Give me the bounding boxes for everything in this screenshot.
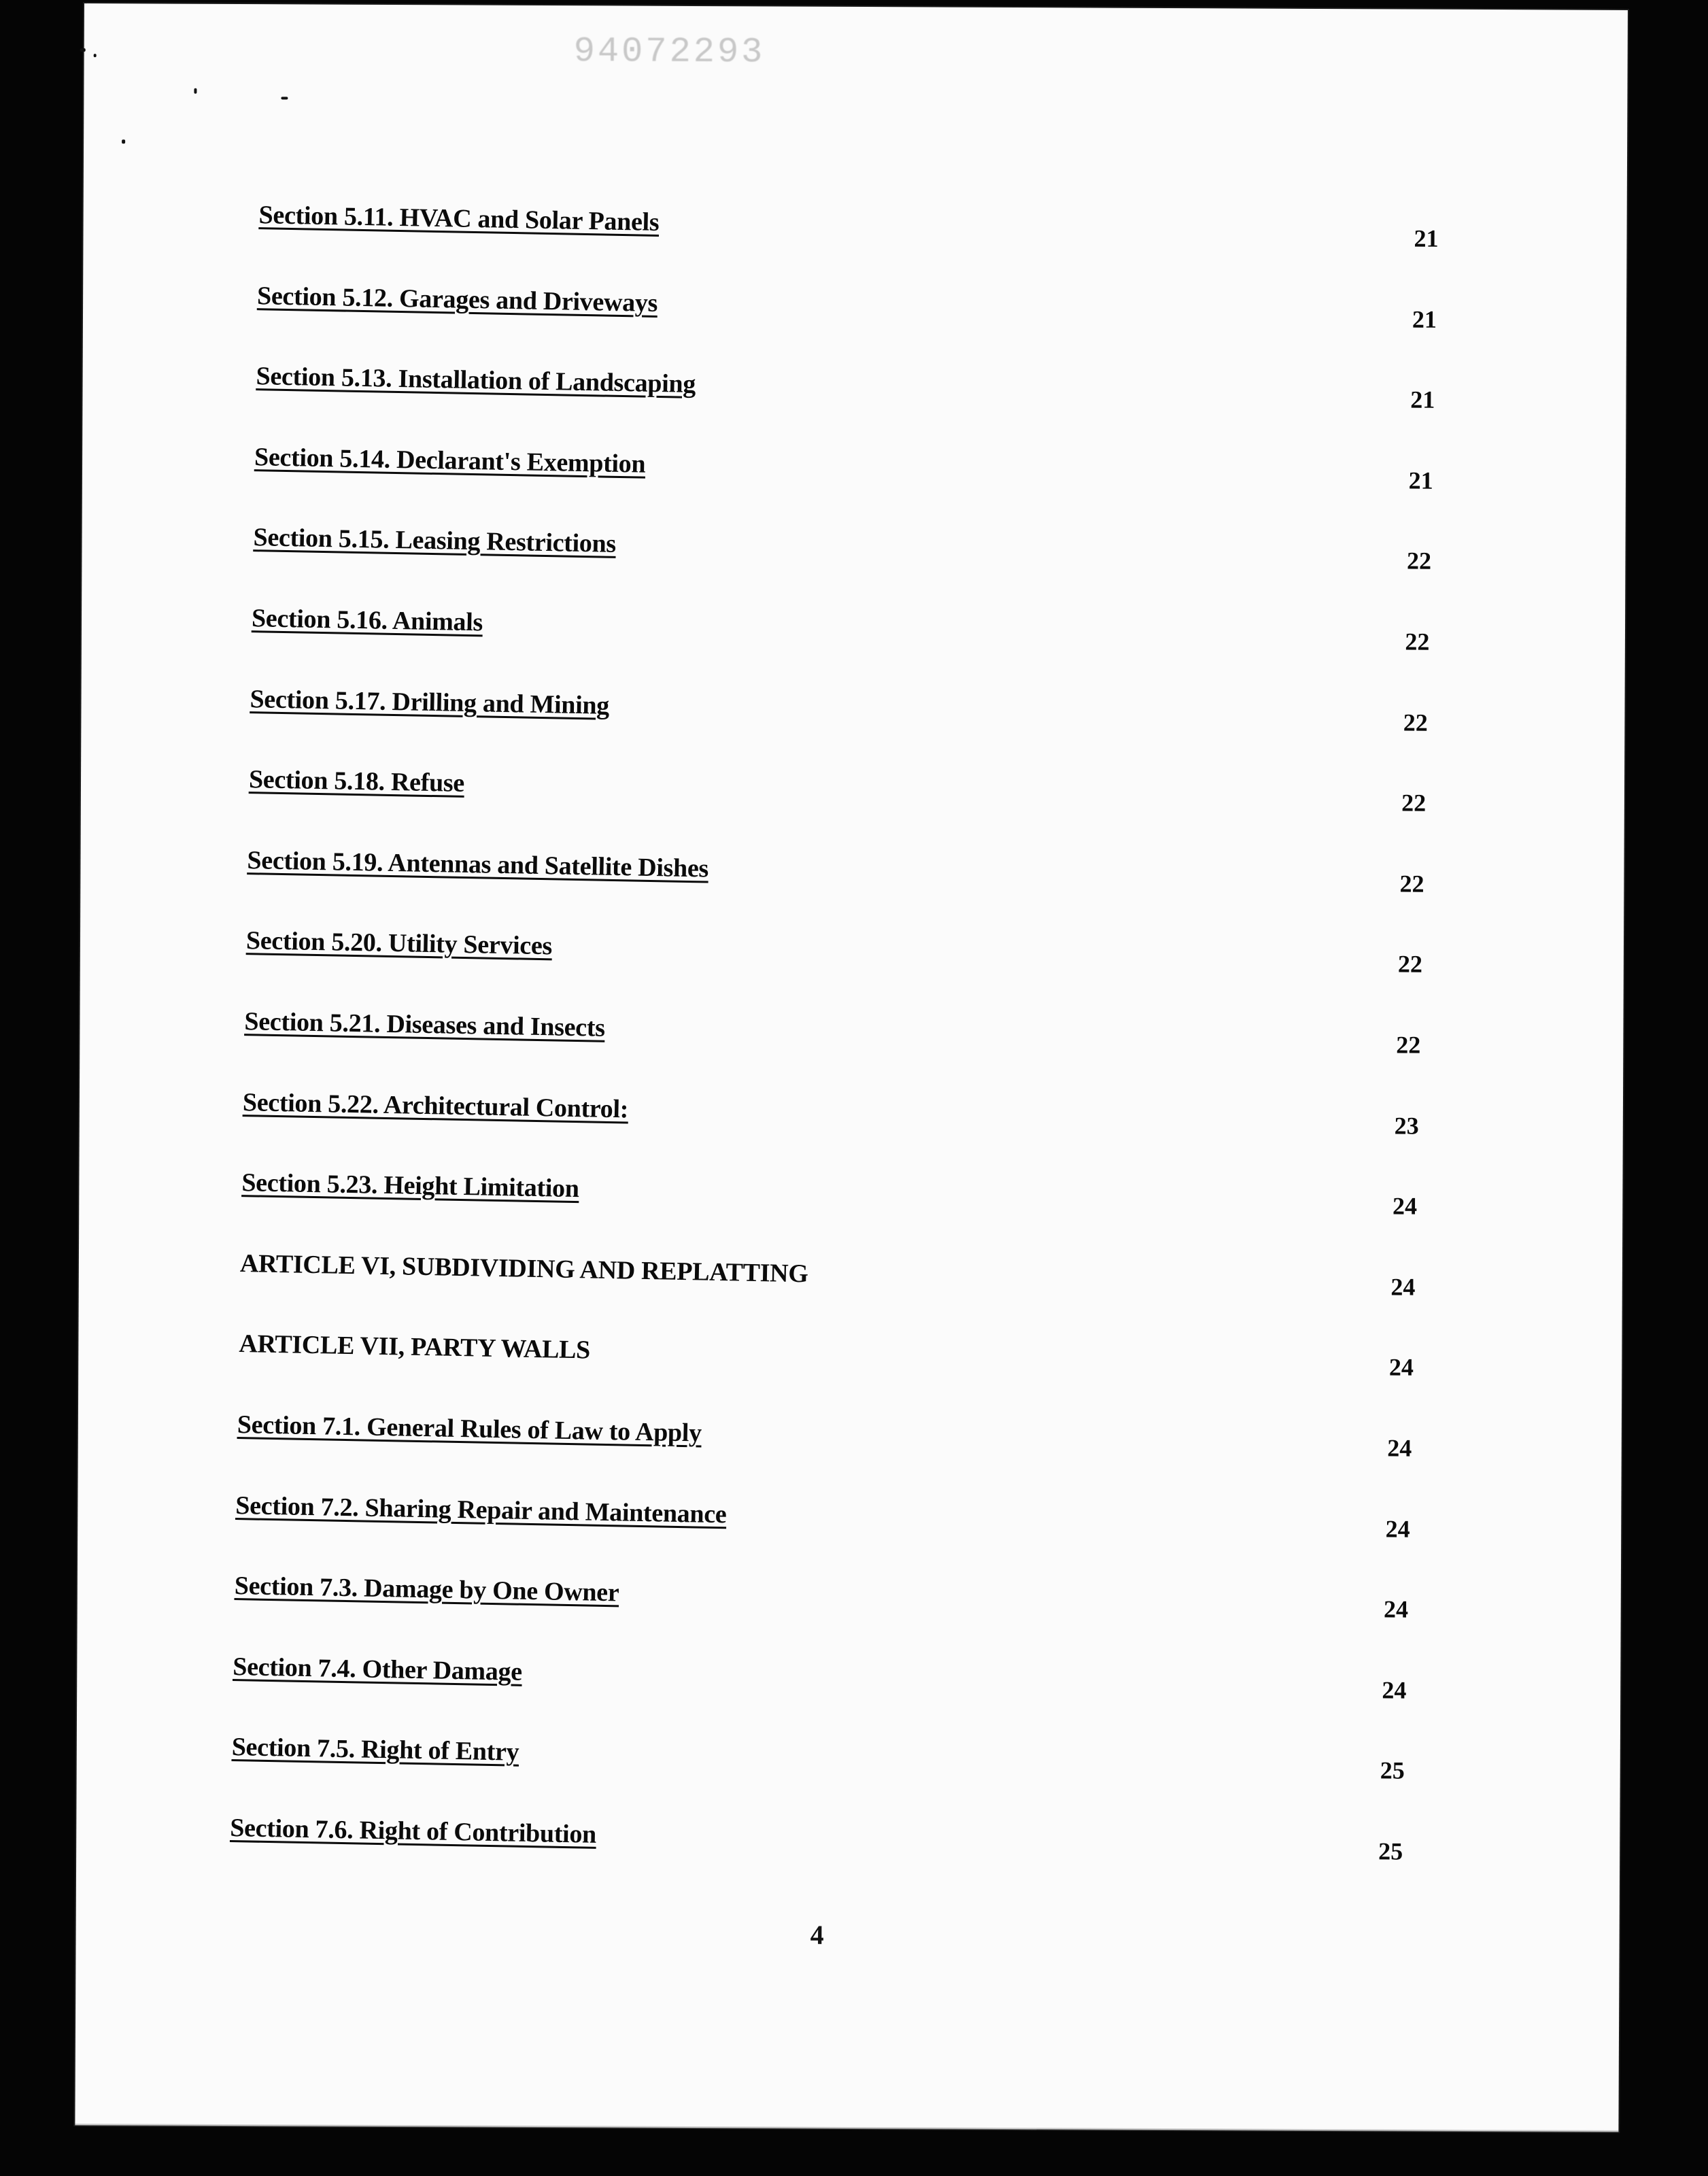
- toc-entry-title: Section 5.15. Leasing Restrictions: [252, 523, 616, 559]
- document-stamp: 94072293: [573, 31, 766, 73]
- toc-entry-title: Section 5.14. Declarant's Exemption: [254, 442, 646, 479]
- toc-entry: [81, 683, 1625, 772]
- scan-speck: [80, 48, 86, 52]
- toc-entry: [80, 845, 1624, 933]
- toc-entry-title: ARTICLE VI, SUBDIVIDING AND REPLATTING: [239, 1248, 809, 1289]
- toc-entry-title: Section 5.19. Antennas and Satellite Dishes: [247, 845, 709, 883]
- toc-entry: [79, 1167, 1623, 1255]
- page-number: 4: [810, 1919, 824, 1950]
- toc-entry-page: 23: [1394, 1112, 1419, 1140]
- toc-entry-page: 21: [1412, 305, 1437, 333]
- toc-entry: [78, 1409, 1622, 1497]
- toc-entry: [79, 1248, 1623, 1336]
- toc-entry-page: 25: [1378, 1837, 1403, 1865]
- toc-entry-page: 24: [1393, 1192, 1418, 1220]
- toc-entry: [82, 522, 1626, 610]
- toc-entry: [77, 1651, 1621, 1739]
- toc-entry-page: 22: [1399, 870, 1424, 898]
- toc-entry-page: 22: [1403, 709, 1428, 736]
- toc-entry: [78, 1328, 1622, 1416]
- toc-entry-page: 22: [1401, 789, 1427, 817]
- toc-entry-page: 22: [1406, 547, 1432, 575]
- toc-entry-title: Section 7.3. Damage by One Owner: [234, 1571, 619, 1608]
- toc-entry-title: Section 5.16. Animals: [251, 604, 483, 637]
- toc-entry-title: Section 5.11. HVAC and Solar Panels: [258, 201, 660, 237]
- toc-entry: [76, 1812, 1620, 1901]
- toc-entry: [78, 1490, 1622, 1578]
- toc-entry-page: 25: [1380, 1756, 1405, 1784]
- toc-entry-title: Section 5.22. Architectural Control:: [242, 1087, 629, 1124]
- toc-entry: [80, 1006, 1624, 1094]
- toc-entry-title: Section 5.13. Installation of Landscaping: [256, 362, 696, 399]
- toc-entry: [82, 360, 1626, 449]
- toc-entry-page: 21: [1408, 466, 1433, 494]
- scan-speck: [122, 139, 125, 143]
- toc-entry-title: Section 5.17. Drilling and Mining: [250, 684, 610, 720]
- toc-entry: [80, 925, 1624, 1013]
- toc-entry-page: 22: [1397, 950, 1423, 979]
- toc-entry-page: 24: [1387, 1434, 1412, 1462]
- toc-entry-page: 21: [1410, 386, 1435, 413]
- toc-entry-page: 24: [1383, 1595, 1409, 1623]
- toc-entry-title: Section 5.23. Height Limitation: [241, 1168, 579, 1204]
- toc-entry-title: Section 7.4. Other Damage: [233, 1652, 523, 1686]
- toc-entry: [83, 199, 1627, 288]
- toc-entry: [81, 764, 1625, 852]
- scan-speck: [194, 88, 197, 94]
- document-page: [75, 3, 1628, 2132]
- toc-entry: [80, 1087, 1624, 1175]
- toc-entry-title: Section 7.2. Sharing Repair and Maintenance: [235, 1491, 728, 1529]
- toc-entry-page: 22: [1396, 1031, 1421, 1059]
- scan-speck: [281, 97, 288, 99]
- toc-entry-title: Section 7.5. Right of Entry: [231, 1733, 519, 1767]
- toc-entry: [82, 602, 1626, 691]
- toc-entry-title: Section 7.6. Right of Contribution: [229, 1814, 597, 1849]
- toc-entry-title: ARTICLE VII, PARTY WALLS: [238, 1329, 590, 1365]
- toc-entry-page: 24: [1390, 1273, 1416, 1301]
- toc-entry-title: Section 5.12. Garages and Driveways: [257, 281, 658, 318]
- toc-entry-title: Section 5.20. Utility Services: [245, 926, 552, 961]
- toc-entry-page: 24: [1385, 1515, 1410, 1543]
- toc-entry-title: Section 7.1. General Rules of Law to Apply: [237, 1410, 702, 1448]
- toc-entry-page: 24: [1382, 1676, 1407, 1704]
- toc-entry: [76, 1731, 1620, 1820]
- toc-entry: [83, 280, 1627, 369]
- toc-entry: [77, 1570, 1621, 1659]
- toc-entry-page: 22: [1405, 628, 1430, 656]
- toc-entry: [82, 441, 1626, 530]
- toc-entry-title: Section 5.21. Diseases and Insects: [244, 1007, 606, 1042]
- scan-speck: [94, 54, 97, 57]
- toc-entry-page: 24: [1388, 1353, 1414, 1381]
- toc-entry-title: Section 5.18. Refuse: [248, 765, 465, 798]
- toc-entry-page: 21: [1414, 224, 1439, 252]
